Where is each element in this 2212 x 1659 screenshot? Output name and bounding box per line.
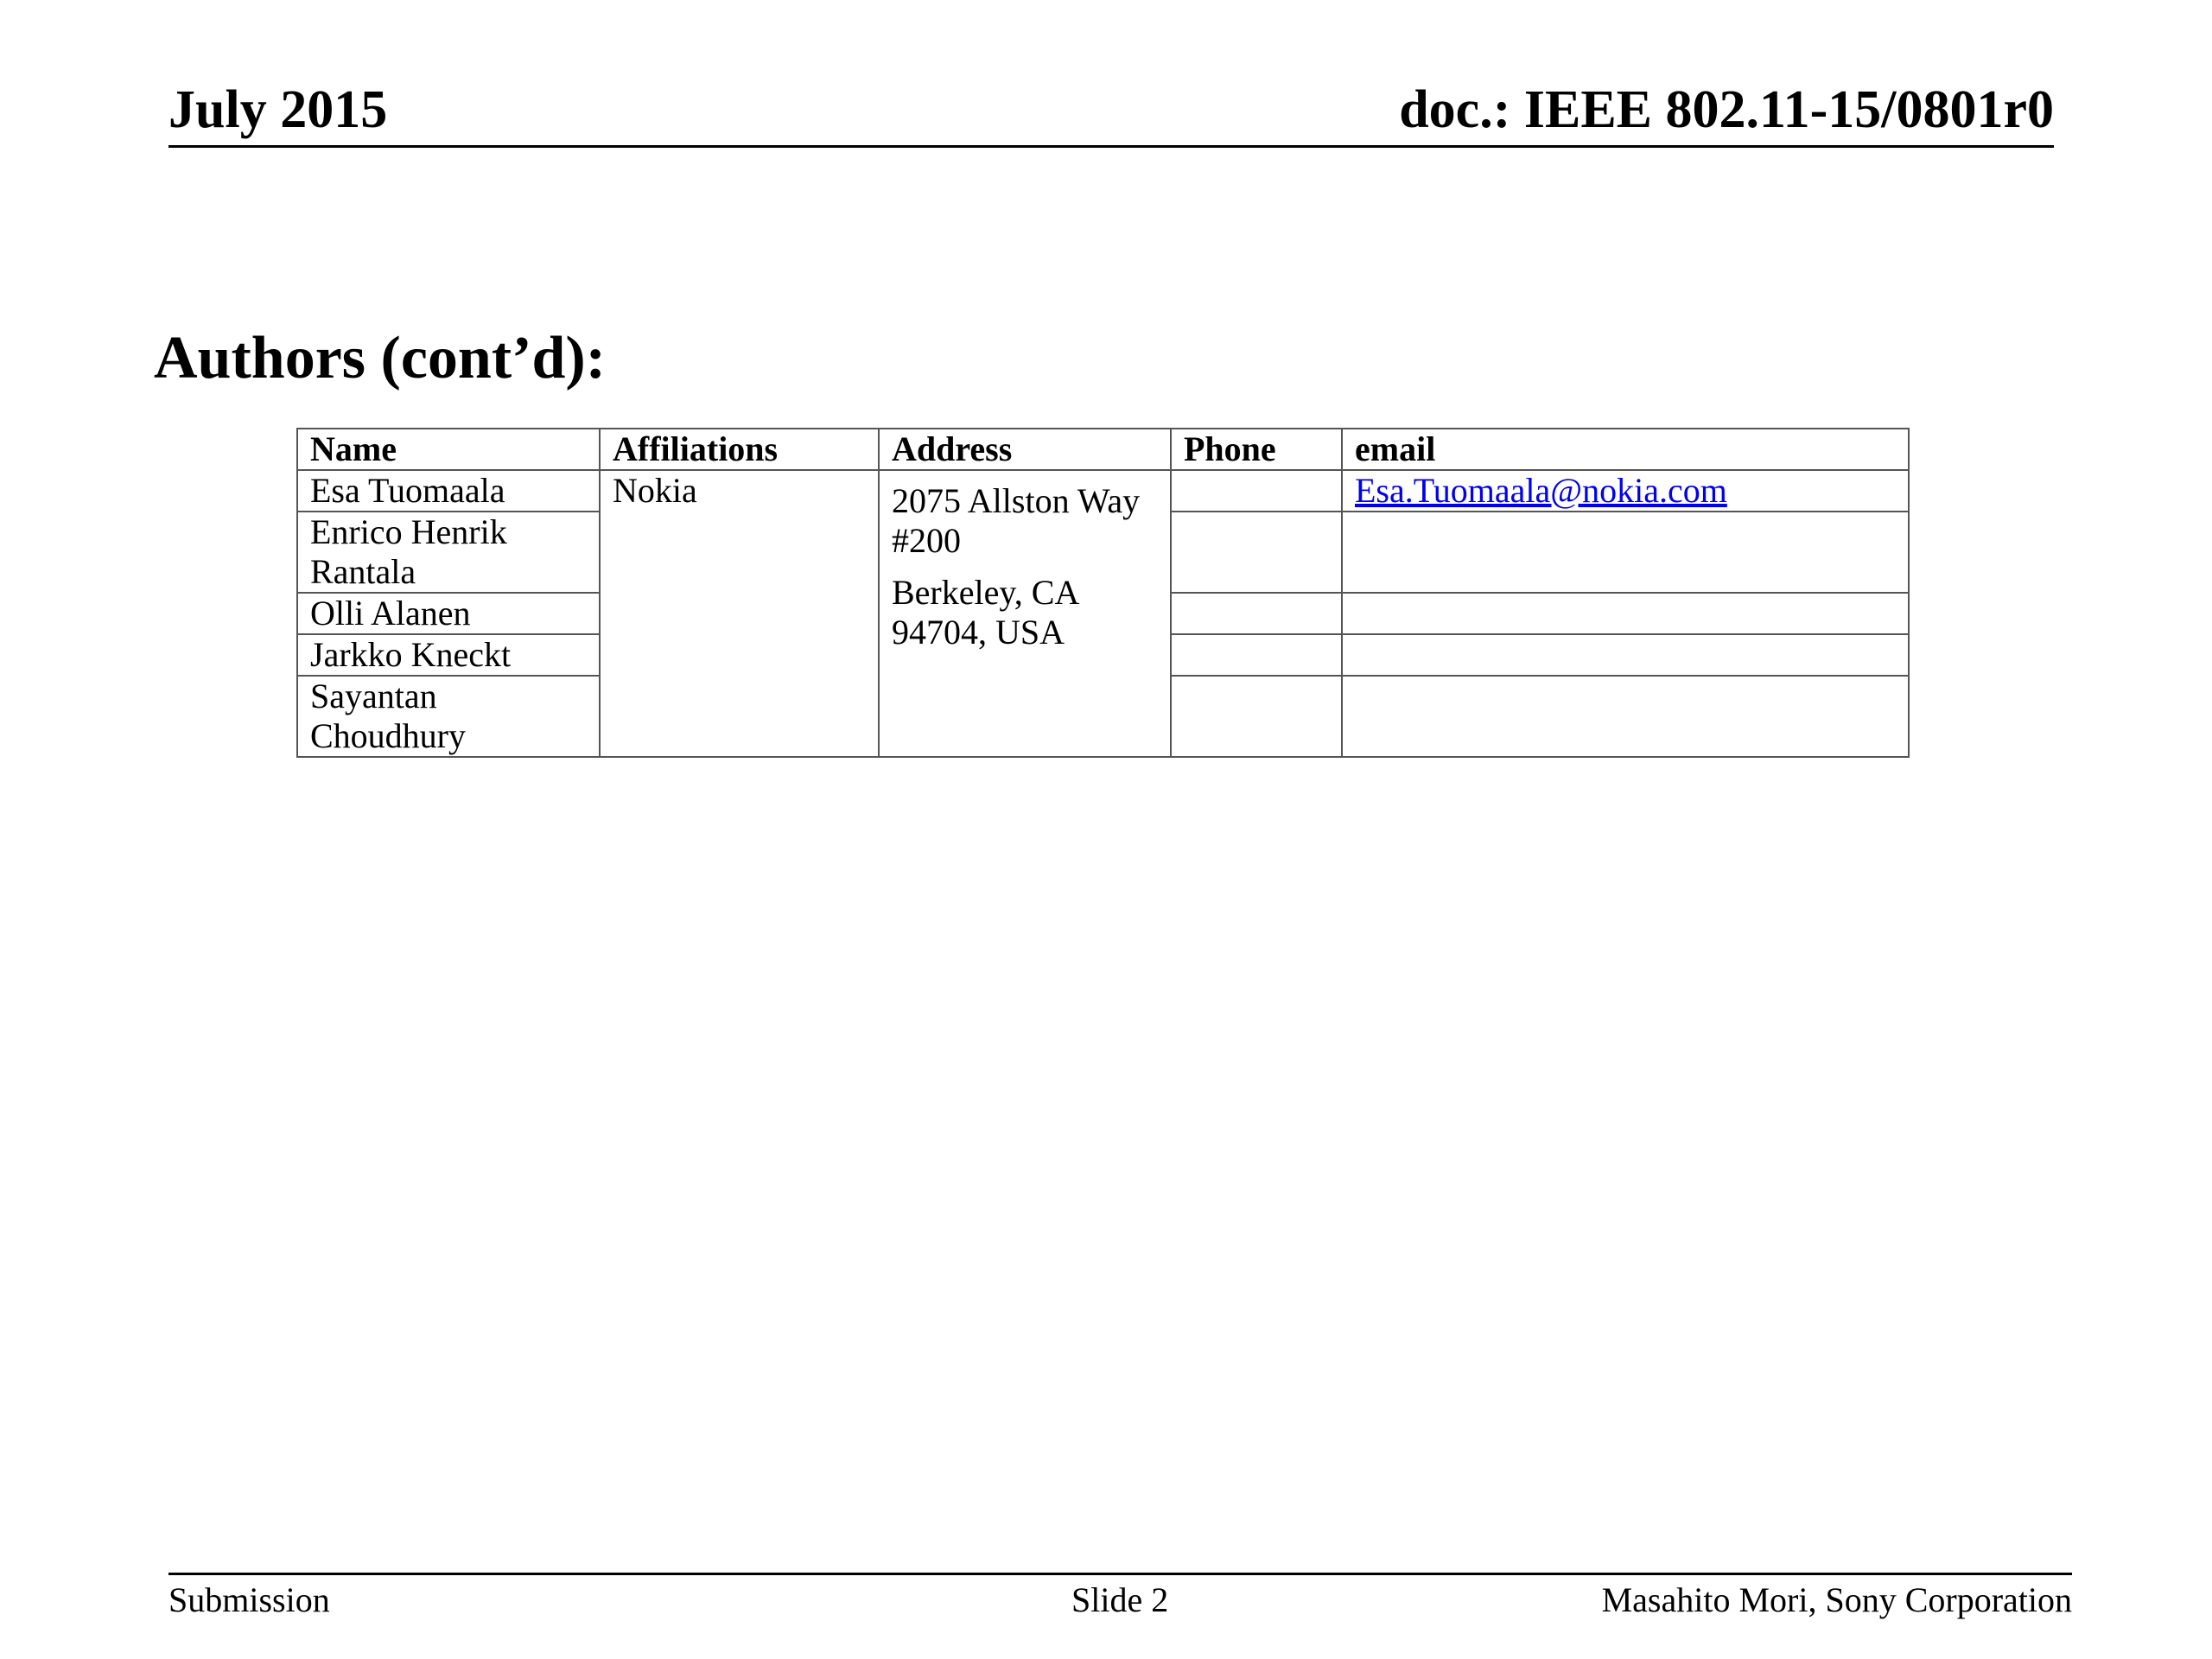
author-name: Olli Alanen [297, 593, 600, 634]
author-email [1342, 470, 1909, 512]
author-email [1342, 676, 1909, 757]
author-phone [1171, 512, 1342, 593]
column-header-address: Address [879, 429, 1171, 470]
affiliation-cell: Nokia [600, 470, 879, 757]
author-phone [1171, 634, 1342, 676]
column-header-phone: Phone [1171, 429, 1342, 470]
author-email [1342, 512, 1909, 593]
footer-author: Masahito Mori, Sony Corporation [1601, 1580, 2072, 1619]
author-phone [1171, 676, 1342, 757]
authors-table [296, 428, 1910, 758]
footer-submission: Submission [168, 1580, 330, 1619]
author-name: Esa Tuomaala [297, 470, 600, 512]
column-header-email: email [1342, 429, 1909, 470]
column-header-affiliations: Affiliations [600, 429, 879, 470]
header-date: July 2015 [168, 80, 388, 139]
header-doc-id: doc.: IEEE 802.11-15/0801r0 [1399, 80, 2054, 139]
author-email [1342, 593, 1909, 634]
author-phone [1171, 593, 1342, 634]
email-link[interactable]: Esa.Tuomaala@nokia.com [1355, 471, 1727, 510]
address-city: Berkeley, CA 94704, USA [892, 573, 1078, 652]
slide-title: Authors (cont’d): [154, 325, 607, 391]
table-row [297, 470, 1909, 512]
footer-divider [168, 1573, 2072, 1575]
table-header-row [297, 429, 1909, 470]
author-name: Sayantan Choudhury [297, 676, 600, 757]
author-phone [1171, 470, 1342, 512]
address-cell [879, 470, 1171, 757]
address-street: 2075 Allston Way #200 [892, 481, 1141, 560]
column-header-name: Name [297, 429, 600, 470]
author-email [1342, 634, 1909, 676]
footer-slide-number: Slide 2 [1071, 1580, 1169, 1619]
author-name: Jarkko Kneckt [297, 634, 600, 676]
author-name: Enrico Henrik Rantala [297, 512, 600, 593]
header-divider [168, 145, 2054, 148]
